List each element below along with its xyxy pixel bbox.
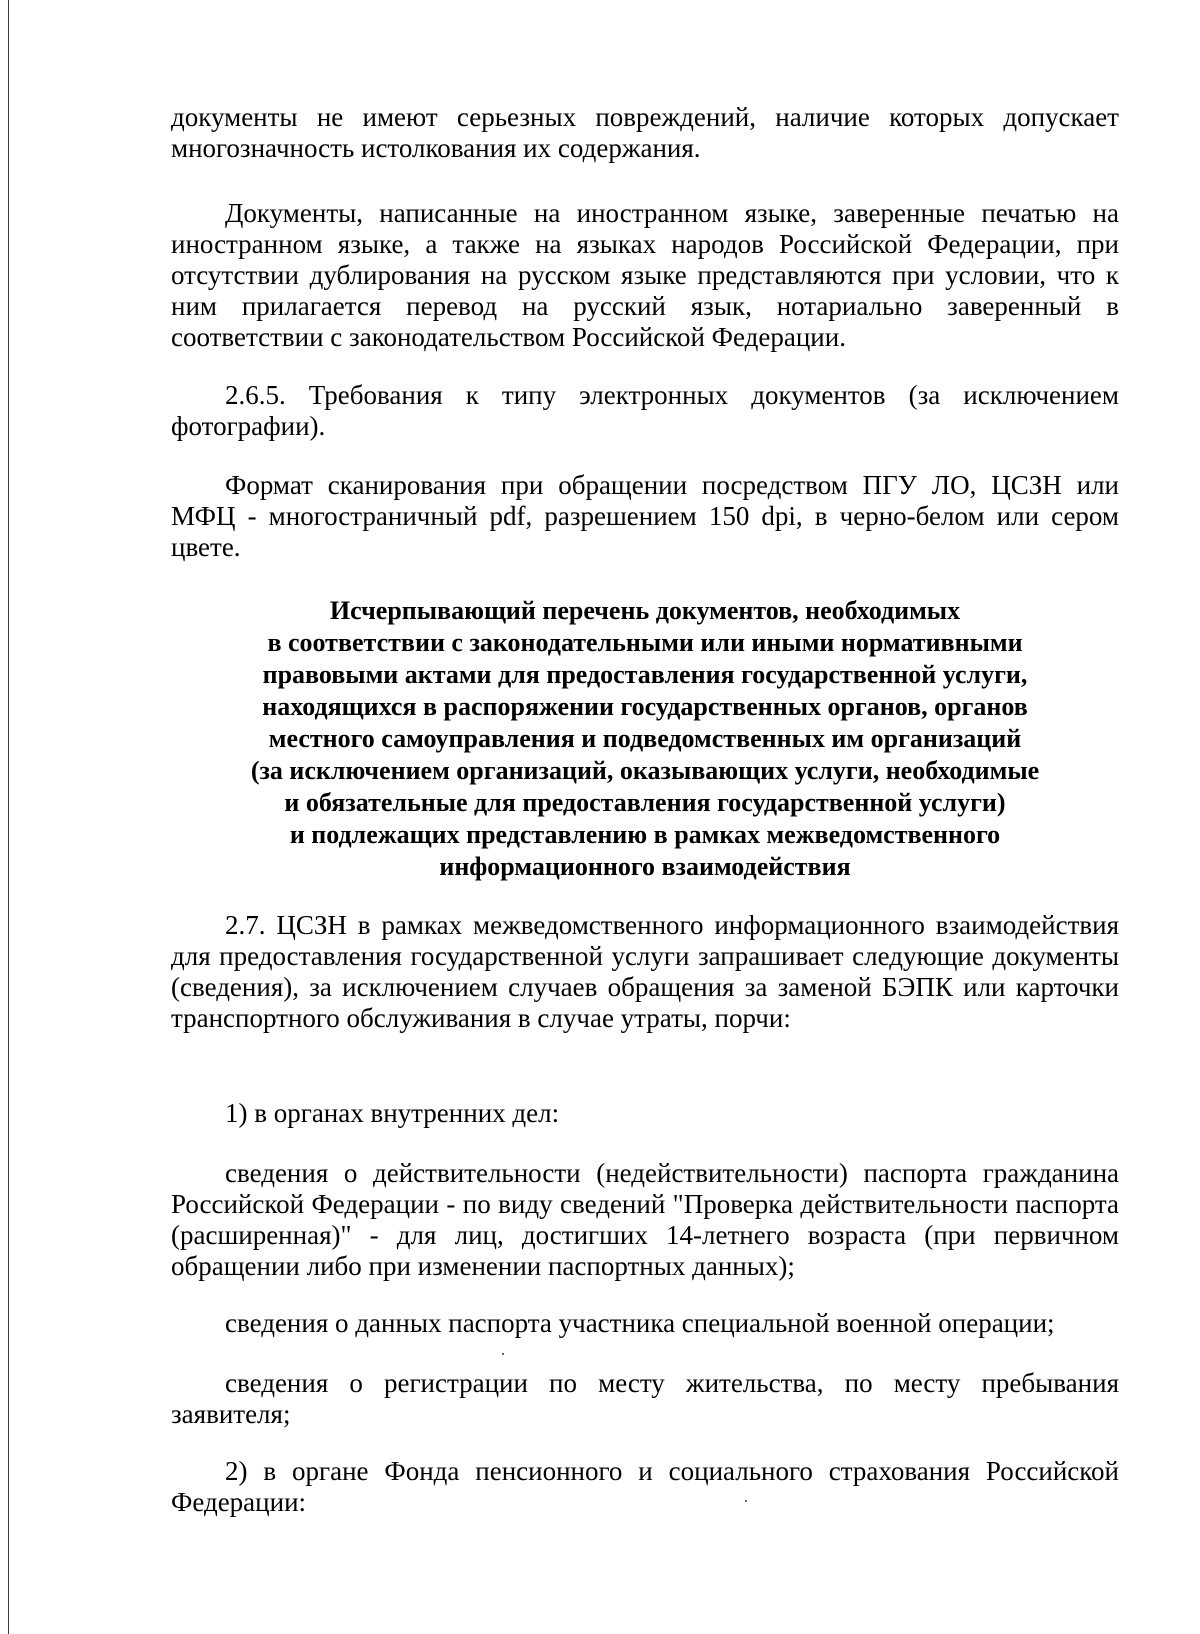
paragraph-internal-affairs: 1) в органах внутренних дел:: [225, 1098, 560, 1128]
heading-line: (за исключением организаций, оказывающих услуги, необходимые: [250, 756, 1040, 785]
heading-line: и обязательные для предоставления государственной услуги): [284, 788, 1006, 817]
paragraph-svo-passport: сведения о данных паспорта участника специальной военной операции;: [225, 1308, 1055, 1338]
paragraph-registration: сведения о регистрации по месту жительства, по месту пребывания заявителя;: [171, 1368, 1119, 1429]
section-heading: [171, 595, 1119, 883]
heading-line: информационного взаимодействия: [439, 852, 851, 881]
heading-line: Исчерпывающий перечень документов, необходимых: [329, 596, 961, 625]
paragraph-scan-format: Формат сканирования при обращении посредством ПГУ ЛО, ЦСЗН или МФЦ - многостраничный pdf, разрешением 150 dpi, в черно-белом или сером цвете.: [171, 470, 1119, 562]
scan-speck: [502, 1353, 504, 1355]
paragraph-damage-note: документы не имеют серьезных повреждений, наличие которых допускает многозначность истолкования их содержания.: [171, 102, 1119, 163]
scan-edge: [8, 0, 9, 1634]
heading-line: в соответствии с законодательными или иными нормативными: [267, 628, 1023, 657]
paragraph-electronic-doc-requirements: 2.6.5. Требования к типу электронных документов (за исключением фотографии).: [171, 380, 1119, 441]
paragraph-foreign-language-docs: Документы, написанные на иностранном языке, заверенные печатью на иностранном языке, а также на языках народов Российской Федерации, при отсутствии дублирования на русском языке представляются при условии, что к ним прилагается перевод на русский язык, нотариально заверенный в соответствии с законодательством Российской Федерации.: [171, 198, 1119, 352]
paragraph-pension-fund: 2) в органе Фонда пенсионного и социального страхования Российской Федерации:: [171, 1456, 1119, 1517]
heading-line: находящихся в распоряжении государственных органов, органов: [262, 692, 1028, 721]
heading-line: и подлежащих представлению в рамках межведомственного: [289, 820, 1001, 849]
heading-line: правовыми актами для предоставления государственной услуги,: [262, 660, 1028, 689]
heading-line: местного самоуправления и подведомственных им организаций: [268, 724, 1022, 753]
paragraph-passport-validity: сведения о действительности (недействительности) паспорта гражданина Российской Федерации - по виду сведений "Проверка действительности паспорта (расширенная)" - для лиц, достигших 14-летнего возраста (при первичном обращении либо при изменении паспортных данных);: [171, 1158, 1119, 1281]
paragraph-interagency-request: 2.7. ЦСЗН в рамках межведомственного информационного взаимодействия для предоставления государственной услуги запрашивает следующие документы (сведения), за исключением случаев обращения за заменой БЭПК или карточки транспортного обслуживания в случае утраты, порчи:: [171, 910, 1119, 1033]
scan-speck: [745, 1500, 747, 1502]
